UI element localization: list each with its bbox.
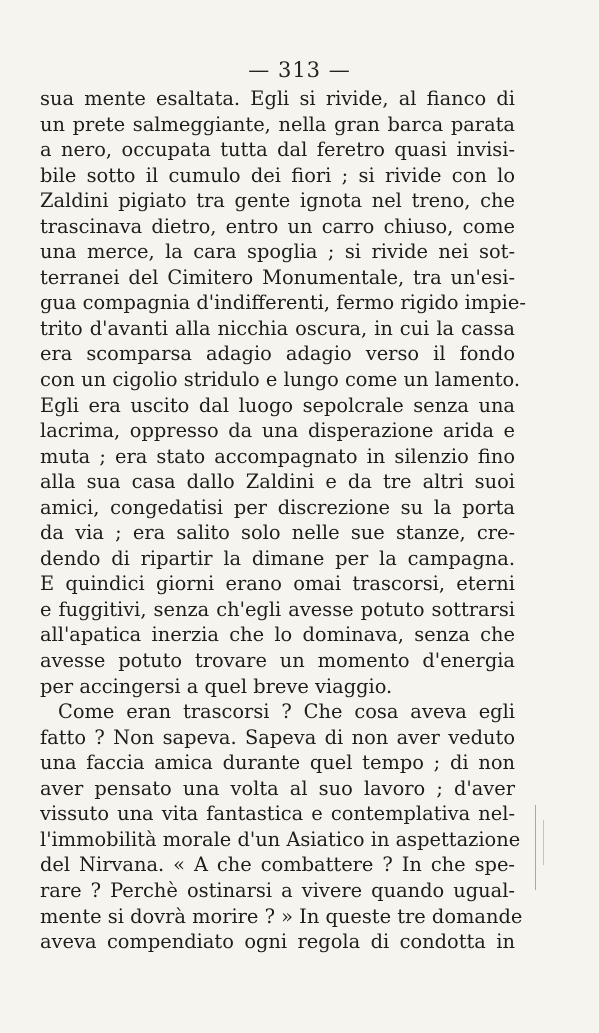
text-line: aveva compendiato ogni regola di condotta in xyxy=(40,930,515,954)
text-line: sua mente esaltata. Egli si rivide, al fianco di xyxy=(40,87,515,110)
body-text xyxy=(40,86,526,955)
text-line: rare ? Perchè ostinarsi a vivere quando ugual- xyxy=(40,878,515,902)
text-line: con un cigolio stridulo e lungo come un lamento. xyxy=(40,368,521,392)
text-line: Come eran trascorsi ? Che cosa aveva egli xyxy=(58,700,515,724)
text-line: avesse potuto trovare un momento d'energia xyxy=(40,649,515,673)
text-line: muta ; era stato accompagnato in silenzio fino xyxy=(40,444,515,468)
text-line: una merce, la cara spoglia ; si rivide nei sot- xyxy=(40,240,515,264)
text-line: gua compagnia d'indifferenti, fermo rigido impie- xyxy=(40,291,526,315)
text-line: da via ; era salito solo nelle sue stanze, cre- xyxy=(40,521,515,545)
text-line: trito d'avanti alla nicchia oscura, in cui la cassa xyxy=(40,316,515,340)
text-line: bile sotto il cumulo dei fiori ; si rivide con lo xyxy=(40,163,515,187)
text-line: per accingersi a quel breve viaggio. xyxy=(40,674,393,698)
page-number: — 313 — xyxy=(248,58,351,82)
text-line: vissuto una vita fantastica e contemplativa nel- xyxy=(40,802,515,826)
text-line: un prete salmeggiante, nella gran barca parata xyxy=(40,112,515,136)
text-line: E quindici giorni erano omai trascorsi, eterni xyxy=(40,572,515,596)
text-line: alla sua casa dallo Zaldini e da tre altri suoi xyxy=(40,470,515,494)
text-line: lacrima, oppresso da una disperazione arida e xyxy=(40,419,515,443)
text-line: trascinava dietro, entro un carro chiuso, come xyxy=(40,214,515,238)
text-line: Zaldini pigiato tra gente ignota nel treno, che xyxy=(40,189,515,213)
margin-pencil-mark xyxy=(535,805,536,890)
text-line: e fuggitivi, senza ch'egli avesse potuto sottrarsi xyxy=(40,597,515,621)
text-line: era scomparsa adagio adagio verso il fondo xyxy=(40,342,515,366)
text-line: l'immobilità morale d'un Asiatico in aspettazione xyxy=(40,827,521,851)
text-line: aver pensato una volta al suo lavoro ; d'aver xyxy=(40,776,515,800)
text-line: all'apatica inerzia che lo dominava, senza che xyxy=(40,623,515,647)
text-line: mente si dovrà morire ? » In queste tre domande xyxy=(40,904,523,928)
text-line: dendo di ripartir la dimane per la campagna. xyxy=(40,546,515,570)
text-line: a nero, occupata tutta dal feretro quasi invisi- xyxy=(40,138,515,162)
text-line: una faccia amica durante quel tempo ; di non xyxy=(40,751,515,775)
text-line: terranei del Cimitero Monumentale, tra un'esi- xyxy=(40,265,515,289)
text-line: fatto ? Non sapeva. Sapeva di non aver veduto xyxy=(40,725,515,749)
text-line: Egli era uscito dal luogo sepolcrale senza una xyxy=(40,393,515,417)
margin-pencil-mark xyxy=(543,820,544,865)
text-line: amici, congedatisi per discrezione su la porta xyxy=(40,495,515,519)
text-line: del Nirvana. « A che combattere ? In che spe- xyxy=(40,853,515,877)
